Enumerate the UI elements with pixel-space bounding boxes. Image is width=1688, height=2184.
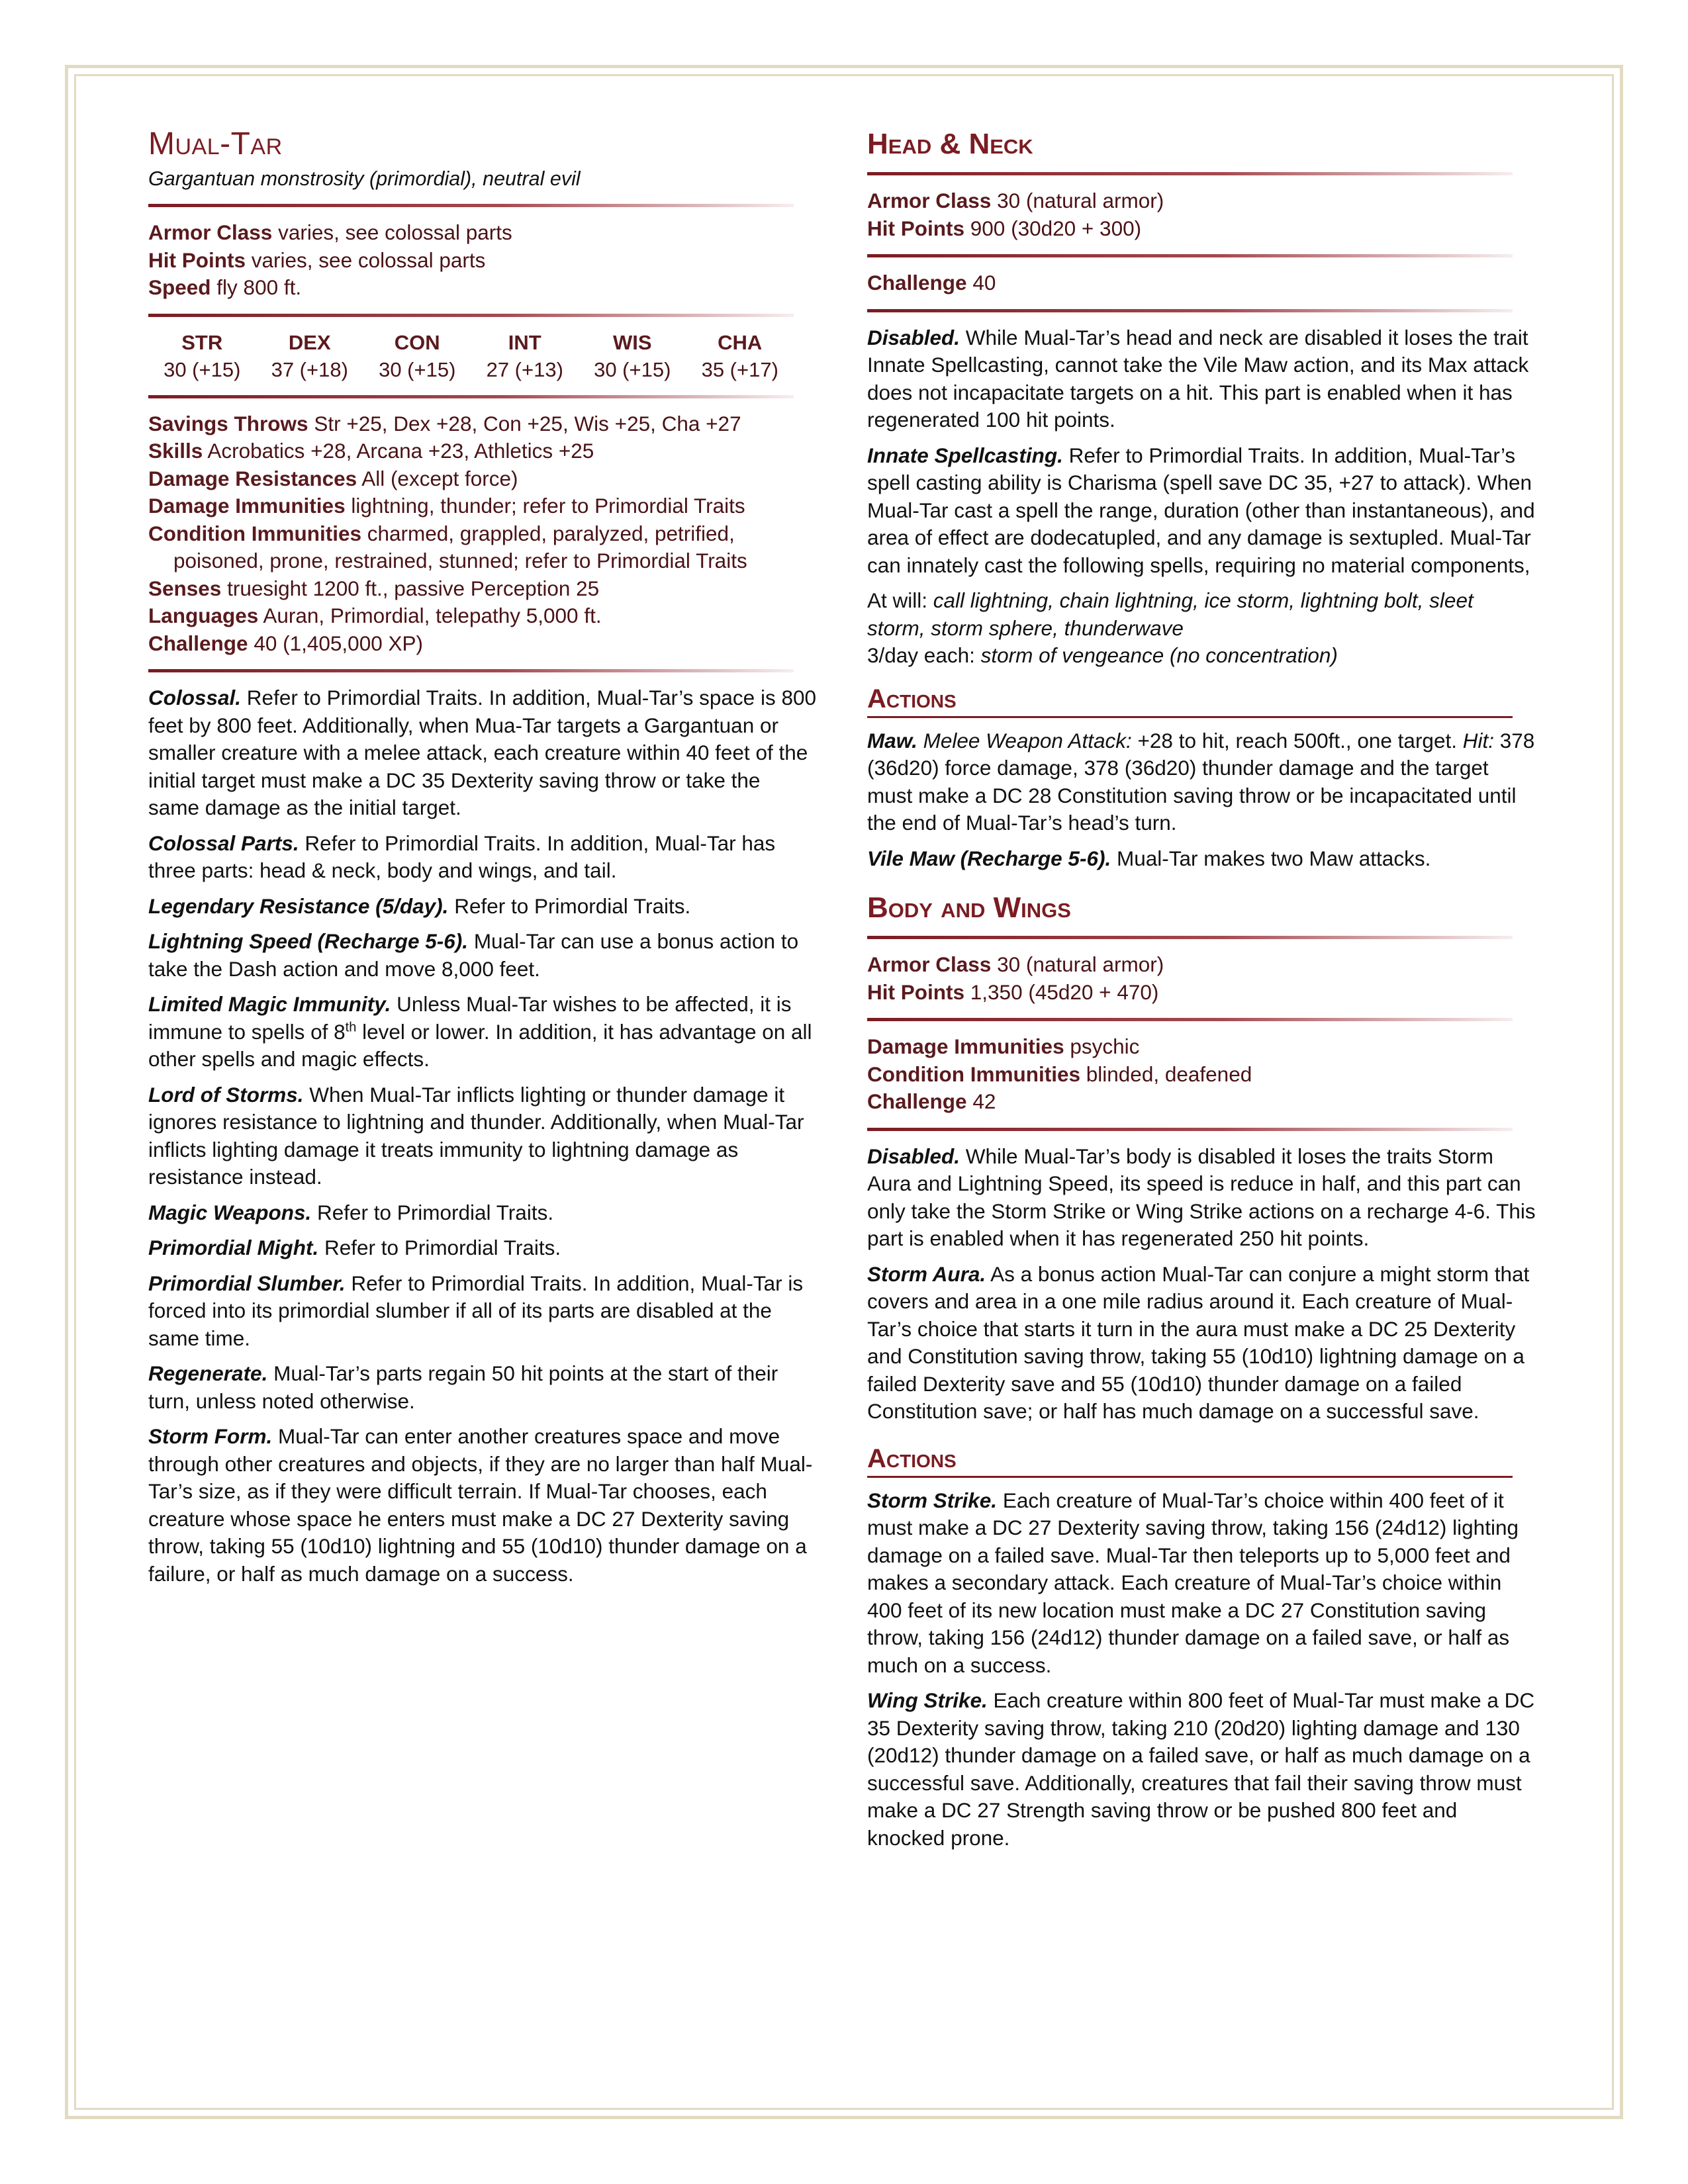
head-hit-points [867,215,1536,243]
saving-throws [148,410,817,438]
value: 30 (natural armor) [997,189,1164,212]
skills [148,437,817,465]
body-armor-class [867,951,1536,979]
trait-text: Mual-Tar can use a bonus action to take the Dash action and move 8,000 feet. [148,929,799,981]
hit-label: Hit: [1462,728,1494,752]
ability-wis-label: WIS [612,330,652,354]
trait-name: Primordial Might. [148,1236,319,1259]
label: Senses [148,576,222,600]
label: Languages [148,604,259,627]
action-maw [867,727,1536,837]
trait-text: Refer to Primordial Traits. [311,1200,554,1224]
damage-immunities [148,492,817,520]
value: 900 (30d20 + 300) [970,216,1142,240]
ability-wis-value: 30 (+15) [594,357,671,381]
body-damage-immunities [867,1033,1536,1061]
challenge [148,630,817,658]
ability-values [148,356,794,383]
monster-name: Mual-Tar [148,126,283,161]
spell-list: storm of vengeance (no concentration) [980,643,1338,667]
label: Challenge [148,631,248,655]
action-name: Vile Maw (Recharge 5-6). [867,846,1111,870]
armor-class [148,219,817,247]
trait-storm-form [148,1423,817,1588]
body-storm-aura [867,1261,1536,1426]
ability-con-label: CON [394,330,440,354]
ability-str-value: 30 (+15) [164,357,241,381]
head-innate-spellcasting [867,442,1536,580]
action-name: Storm Strike. [867,1488,998,1512]
value: lightning, thunder; refer to Primordial Traits [351,494,745,518]
head-armor-class [867,187,1536,215]
action-text: Each creature of Mual-Tar’s choice within 400 feet of it must make a DC 27 Dexterity saving throw, taking 156 (24d12) lighting damage on a failed save. Mual-Tar then teleports up to 5,000 feet and makes a secondary attack. Each creature of Mual-Tar’s choice within 400 feet of its new location must make a DC 27 Constitution saving throw, taking 156 (24d12) thunder damage on a failed save, or half as much on a success. [867,1488,1519,1677]
value: Str +25, Dex +28, Con +25, Wis +25, Cha +27 [314,411,741,435]
action-text: Each creature within 800 feet of Mual-Tar must make a DC 35 Dexterity saving throw, taking 210 (20d20) lighting damage and 130 (20d12) thunder damage on a failed save, or half as much damage on a successful save. Additionally, creatures that fail their saving throw must make a DC 27 Strength saving throw or be pushed 800 feet and knocked prone. [867,1688,1535,1850]
trait-text: Refer to Primordial Traits. [318,1236,561,1259]
trait-name: Storm Aura. [867,1261,986,1286]
value: varies, see colossal parts [278,220,512,244]
label: Hit Points [867,216,964,240]
body-wings-title: Body and Wings [867,891,1071,924]
divider [148,204,794,207]
value: fly 800 ft. [216,275,302,299]
ability-headers [148,329,794,356]
trait-name: Innate Spellcasting. [867,443,1063,467]
divider [867,1128,1513,1131]
divider [867,254,1513,257]
senses [148,575,817,603]
value: truesight 1200 ft., passive Perception 25 [227,576,600,600]
divider [148,669,794,672]
trait-text: Refer to Primordial Traits. In addition, Mual-Tar is forced into its primordial slumber if all of its parts are disabled at the same time. [148,1271,804,1350]
label: Challenge [867,271,967,295]
label: Armor Class [867,189,992,212]
trait-text: Refer to Primordial Traits. In addition, Mual-Tar’s space is 800 feet by 800 feet. Additionally, when Mua-Tar targets a Gargantuan or smaller creature with a melee attack, each creature within 40 feet of the initial target must make a DC 35 Dexterity saving throw or take the same damage as the initial target. [148,686,817,819]
trait-name: Colossal Parts. [148,831,299,855]
superscript: th [345,1020,357,1034]
left-column [148,126,817,1596]
label: Hit Points [867,979,964,1004]
trait-name: Colossal. [148,686,242,709]
value: 40 [972,271,996,295]
value: All (except force) [361,466,518,490]
label: Armor Class [867,952,992,976]
head-actions-title: Actions [867,684,957,713]
label: Condition Immunities [148,521,361,545]
attack-type: Melee Weapon Attack: [917,728,1132,752]
label: At will: [867,588,933,612]
ability-dex-label: DEX [288,330,331,354]
action-text: Mual-Tar makes two Maw attacks. [1111,846,1431,870]
spell-at-will [867,587,1536,642]
divider [867,309,1513,312]
label: Damage Resistances [148,466,357,490]
divider [148,314,794,317]
label: Condition Immunities [867,1062,1080,1086]
trait-colossal-parts [148,830,817,885]
body-hit-points [867,979,1536,1007]
head-neck-title: Head & Neck [867,128,1033,160]
body-actions-title: Actions [867,1443,957,1473]
trait-lightning-speed [148,928,817,983]
trait-name: Primordial Slumber. [148,1271,346,1295]
value: blinded, deafened [1086,1062,1252,1086]
action-storm-strike [867,1487,1536,1680]
ability-cha-label: CHA [718,330,763,354]
ability-cha-value: 35 (+17) [701,357,778,381]
value: 40 (1,405,000 XP) [254,631,423,655]
label: Skills [148,439,203,463]
trait-colossal [148,684,817,822]
label: Savings Throws [148,411,308,435]
value: varies, see colossal parts [251,248,486,272]
trait-text: Refer to Primordial Traits. In addition, Mual-Tar has three parts: head & neck, body and wings, and tail. [148,831,776,882]
value: 42 [972,1089,996,1113]
label: Armor Class [148,220,273,244]
divider [148,395,794,398]
speed [148,274,817,302]
trait-text: Refer to Primordial Traits. In addition, Mual-Tar’s spell casting ability is Charisma (spell save DC 35, +27 to attack). When Mual-Tar cast a spell the range, duration (other than instantaneous), and area of effect are dodecatupled, and any damage is sextupled. Mual-Tar can innately cast the following spells, requiring no material components, [867,443,1535,577]
condition-immunities-cont: poisoned, prone, restrained, stunned; refer to Primordial Traits [173,549,747,572]
action-vile-maw [867,845,1536,873]
trait-text: While Mual-Tar’s head and neck are disabled it loses the trait Innate Spellcasting, cannot take the Vile Maw action, and its Max attack does not incapacitate targets on a hit. This part is enabled when it has regenerated 100 hit points. [867,325,1529,432]
trait-primordial-slumber [148,1270,817,1353]
divider [867,1018,1513,1021]
body-condition-immunities [867,1061,1536,1089]
damage-resistances [148,465,817,493]
value: Acrobatics +28, Arcana +23, Athletics +25 [207,439,594,463]
label: 3/day each: [867,643,981,667]
value: Auran, Primordial, telepathy 5,000 ft. [263,604,602,627]
trait-magic-weapons [148,1199,817,1227]
divider [867,1476,1513,1478]
trait-name: Limited Magic Immunity. [148,992,391,1016]
trait-text: While Mual-Tar’s body is disabled it loses the traits Storm Aura and Lightning Speed, its speed is reduce in half, and this part can only take the Storm Strike or Wing Strike actions on a recharge 4-6. This part is enabled when it has regenerated 250 hit points. [867,1144,1536,1250]
trait-limited-magic-immunity [148,991,817,1073]
label: Damage Immunities [867,1034,1064,1058]
trait-text: As a bonus action Mual-Tar can conjure a might storm that covers and area in a one mile radius around it. Each creature of Mual-Tar’s choice that starts it turn in the aura must make a DC 25 Dexterity and Constitution saving throw, taking 55 (10d10) lightning damage on a failed Dexterity save and 55 (10d10) thunder damage on a failed Constitution save; or half has much damage on a successful save. [867,1261,1530,1423]
trait-regenerate [148,1360,817,1415]
ability-str-label: STR [181,330,223,354]
monster-type: Gargantuan monstrosity (primordial), neutral evil [148,167,581,190]
spell-list: call lightning, chain lightning, ice storm, lightning bolt, sleet storm, storm sphere, thunderwave [867,588,1474,640]
trait-name: Disabled. [867,1144,961,1168]
value: psychic [1070,1034,1140,1058]
trait-text: Mual-Tar can enter another creatures space and move through other creatures and objects, if they are no larger than half Mual-Tar’s size, as if they were difficult terrain. If Mual-Tar chooses, each creature whose space he enters must make a DC 27 Dexterity saving throw, taking 55 (10d10) lightning and 55 (10d10) thunder damage on a failure, or half as much damage on a success. [148,1424,813,1586]
value: charmed, grappled, paralyzed, petrified, [367,521,735,545]
label: Challenge [867,1089,967,1113]
right-column [867,126,1536,1860]
trait-name: Disabled. [867,325,961,349]
trait-primordial-might [148,1234,817,1262]
condition-immunities [148,520,817,548]
trait-name: Lightning Speed (Recharge 5-6). [148,929,469,953]
trait-name: Storm Form. [148,1424,273,1448]
ability-int-value: 27 (+13) [486,357,563,381]
action-name: Wing Strike. [867,1688,988,1712]
action-text: 378 (36d20) force damage, 378 (36d20) thunder damage and the target must make a DC 28 Constitution saving throw or be incapacitated until the end of Mual-Tar’s head’s turn. [867,728,1535,835]
ability-int-label: INT [508,330,541,354]
trait-name: Magic Weapons. [148,1200,312,1224]
label: Damage Immunities [148,494,346,518]
trait-name: Lord of Storms. [148,1082,304,1107]
ability-con-value: 30 (+15) [379,357,456,381]
body-challenge [867,1088,1536,1116]
hit-points [148,247,817,275]
value: 30 (natural armor) [997,952,1164,976]
label: Hit Points [148,248,246,272]
trait-text: level or lower. In addition, it has advantage on all other spells and magic effects. [148,1019,812,1071]
trait-name: Legendary Resistance (5/day). [148,893,449,918]
action-name: Maw. [867,728,917,752]
divider [867,936,1513,939]
value: 1,350 (45d20 + 470) [970,979,1159,1004]
trait-text: When Mual-Tar inflicts lighting or thunder damage it ignores resistance to lightning and thunder. Additionally, when Mual-Tar inflicts lighting damage it treats immunity to lightning damage as resistance instead. [148,1082,804,1189]
trait-legendary-resistance [148,893,817,921]
ability-dex-value: 37 (+18) [271,357,348,381]
trait-text: Mual-Tar’s parts regain 50 hit points at the start of their turn, unless noted otherwise. [148,1361,778,1413]
action-wing-strike [867,1687,1536,1852]
spell-per-day [867,642,1536,670]
head-disabled [867,324,1536,434]
trait-lord-of-storms [148,1081,817,1191]
trait-text: Unless Mual-Tar wishes to be affected, it is immune to spells of 8 [148,992,792,1044]
divider [867,716,1513,718]
action-text: +28 to hit, reach 500ft., one target. [1131,728,1463,752]
label: Speed [148,275,211,299]
languages [148,602,817,630]
trait-name: Regenerate. [148,1361,268,1385]
trait-text: Refer to Primordial Traits. [448,893,691,918]
divider [867,172,1513,175]
body-disabled [867,1143,1536,1253]
head-challenge [867,269,1536,297]
